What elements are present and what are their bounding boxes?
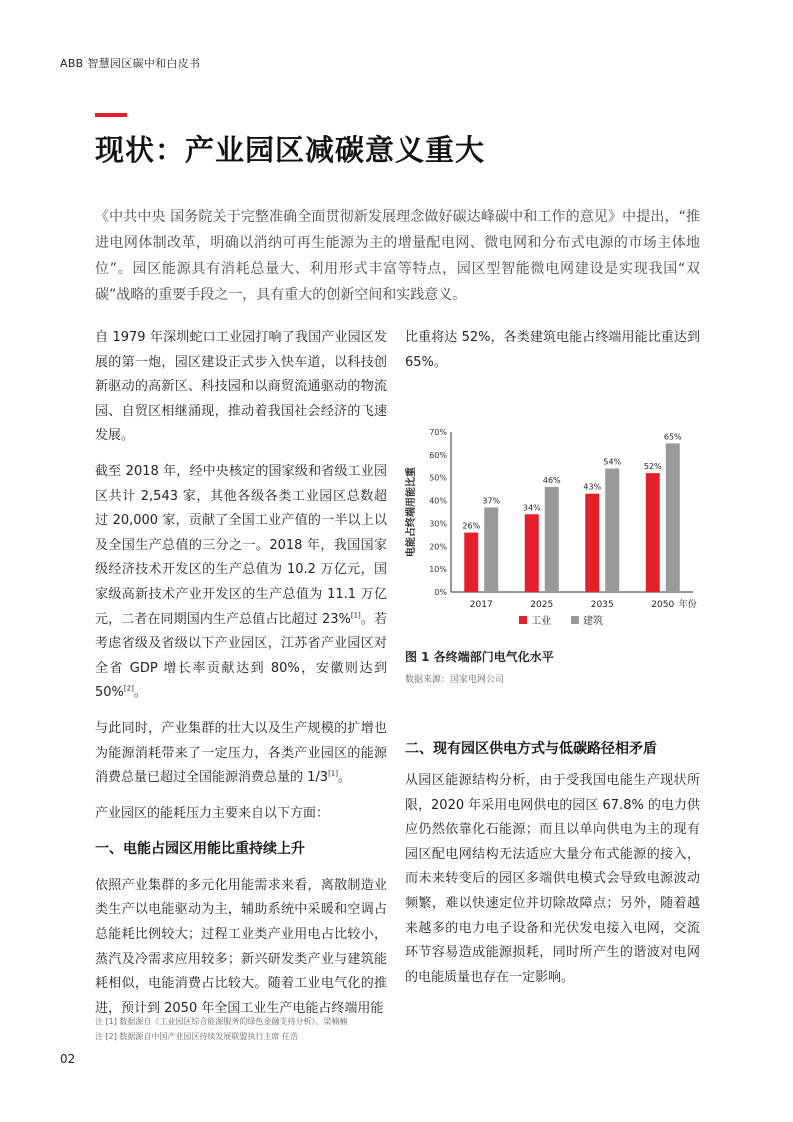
section-heading: 一、电能占园区用能比重持续上升 xyxy=(95,841,305,858)
footnote: 注 [1] 数据源自《工业园区综合能源服务的绿色金融支持分析》，梁楠楠 xyxy=(95,1017,348,1026)
page-number: 02 xyxy=(60,1052,76,1066)
right-column-top xyxy=(405,326,700,386)
paragraph-text: 与此同时，产业集群的壮大以及生产规模的扩增也为能源消耗带来了一定压力，各类产业园区的能源消费总量已超过全国能源消费总量的 1/3 xyxy=(95,720,387,786)
legend-swatch xyxy=(571,616,579,624)
legend-swatch xyxy=(519,616,527,624)
footnote-ref: [1] xyxy=(328,769,338,778)
bar-工业-2017 xyxy=(464,533,478,592)
footnotes xyxy=(95,1014,347,1044)
y-tick-label: 10% xyxy=(429,565,447,575)
x-tick-label: 2050 xyxy=(651,600,675,610)
x-tick-label: 2025 xyxy=(530,600,554,610)
paragraph: 自 1979 年深圳蛇口工业园打响了我国产业园区发展的第一炮，园区建设正式步入快车道，以科技创新驱动的高新区、科技园和以商贸流通驱动的物流园、自贸区相继涌现，推动着我国社会经济的飞速发展。 xyxy=(95,330,387,444)
data-label: 26% xyxy=(462,521,481,531)
bar-工业-2025 xyxy=(525,514,539,592)
section-heading: 二、现有园区供电方式与低碳路径相矛盾 xyxy=(405,741,657,757)
figure-source: 数据来源：国家电网公司 xyxy=(405,675,505,685)
paragraph: 比重将达 52%，各类建筑电能占终端用能比重达到 65%。 xyxy=(405,330,700,370)
bar-建筑-2050 xyxy=(666,443,680,592)
electrification-chart xyxy=(403,420,703,635)
data-label: 37% xyxy=(482,496,501,506)
paragraph: 从园区能源结构分析，由于受我国电能生产现状所限，2020 年采用电网供电的园区 67.8% 的电力供应仍然依靠化石能源；而且以单向供电为主的现有园区配电网结构无法适应大量分布式能源的接入，而未来转变后的园区多端供电模式会导致电源波动频繁，难以快速定位并切除故障点；另外，随着越来越多的电力电子设备和光伏发电接入电网，交流环节容易造成能源损耗，同时所产生的谐波对电网的电能质量也存在一定影响。 xyxy=(405,773,700,985)
bar-建筑-2035 xyxy=(605,469,619,592)
bar-建筑-2017 xyxy=(484,507,498,592)
y-tick-label: 20% xyxy=(429,542,447,552)
footnote: 注 [2] 数据源自中国产业园区持续发展联盟执行主席 任浩 xyxy=(95,1032,298,1041)
x-axis-unit: 年份 xyxy=(678,600,697,610)
y-axis-label: 电能占终端用能比重 xyxy=(406,467,417,557)
paragraph-text: 。若考虑省级及省级以下产业园区，江苏省产业园区对全省 GDP 增长率贡献达到 80%，安徽则达到 50% xyxy=(95,611,387,701)
y-tick-label: 40% xyxy=(429,496,447,506)
bar-建筑-2025 xyxy=(545,487,559,592)
intro-paragraph: 《中共中央 国务院关于完整准确全面贯彻新发展理念做好碳达峰碳中和工作的意见》中提出，“推进电网体制改革，明确以消纳可再生能源为主的增量配电网、微电网和分布式电源的市场主体地位”。园区能源具有消耗总量大、利用形式丰富等特点，园区型智能微电网建设是实现我国“双碳”战略的重要手段之一，具有重大的创新空间和实践意义。 xyxy=(95,209,700,303)
y-tick-label: 50% xyxy=(429,473,447,483)
bar-工业-2035 xyxy=(585,494,599,592)
figure-caption: 图 1 各终端部门电气化水平 xyxy=(405,650,554,664)
bar-工业-2050 xyxy=(646,473,660,592)
footnote-ref: [2] xyxy=(123,684,134,693)
paragraph xyxy=(95,460,387,706)
chart-svg xyxy=(403,420,703,635)
legend-label: 建筑 xyxy=(583,616,603,627)
data-label: 65% xyxy=(663,432,682,442)
right-column-bottom xyxy=(405,769,700,1001)
title-accent-bar xyxy=(95,113,127,117)
y-tick-label: 70% xyxy=(429,428,447,437)
data-label: 52% xyxy=(643,462,662,472)
page-title: 现状：产业园区减碳意义重大 xyxy=(95,133,486,167)
data-label: 34% xyxy=(522,503,541,513)
paragraph xyxy=(95,717,387,791)
header-title: ABB 智慧园区碳中和白皮书 xyxy=(60,57,201,70)
footnote-ref: [1] xyxy=(350,611,361,620)
paragraph: 依照产业集群的多元化用能需求来看，离散制造业类生产以电能驱动为主，辅助系统中采暖和空调占总能耗比例较大；过程工业类产业用电占比较小，蒸汽及冷需求应用较多；新兴研发类产业与建筑能耗相似，电能消费占比较大。随着工业电气化的推进，预计到 2050 年全国工业生产电能占终端用能 xyxy=(95,877,387,1016)
data-label: 43% xyxy=(583,482,602,492)
data-label: 46% xyxy=(542,475,561,485)
paragraph-text: 。 xyxy=(133,685,147,701)
x-tick-label: 2017 xyxy=(469,600,493,610)
y-tick-label: 0% xyxy=(434,588,447,597)
left-column xyxy=(95,326,387,1032)
x-tick-label: 2035 xyxy=(590,600,614,610)
data-label: 54% xyxy=(603,457,622,467)
paragraph: 产业园区的能耗压力主要来自以下方面： xyxy=(95,805,330,821)
y-tick-label: 30% xyxy=(429,519,447,529)
y-tick-label: 60% xyxy=(429,450,447,460)
paragraph-text: 。 xyxy=(337,770,351,786)
paragraph-text: 截至 2018 年，经中央核定的国家级和省级工业园区共计 2,543 家，其他各级各类工业园区总数超过 20,000 家，贡献了全国工业产值的一半以上以及全国生产总值的三分之一。2018 年，我国国家级经济技术开发区的生产总值为 10.2 万亿元，国家级高新技术产业开发区的生产总值为 11.1 万亿元，二者在同期国内生产总值占比超过 23% xyxy=(95,463,387,627)
legend-label: 工业 xyxy=(531,616,551,627)
